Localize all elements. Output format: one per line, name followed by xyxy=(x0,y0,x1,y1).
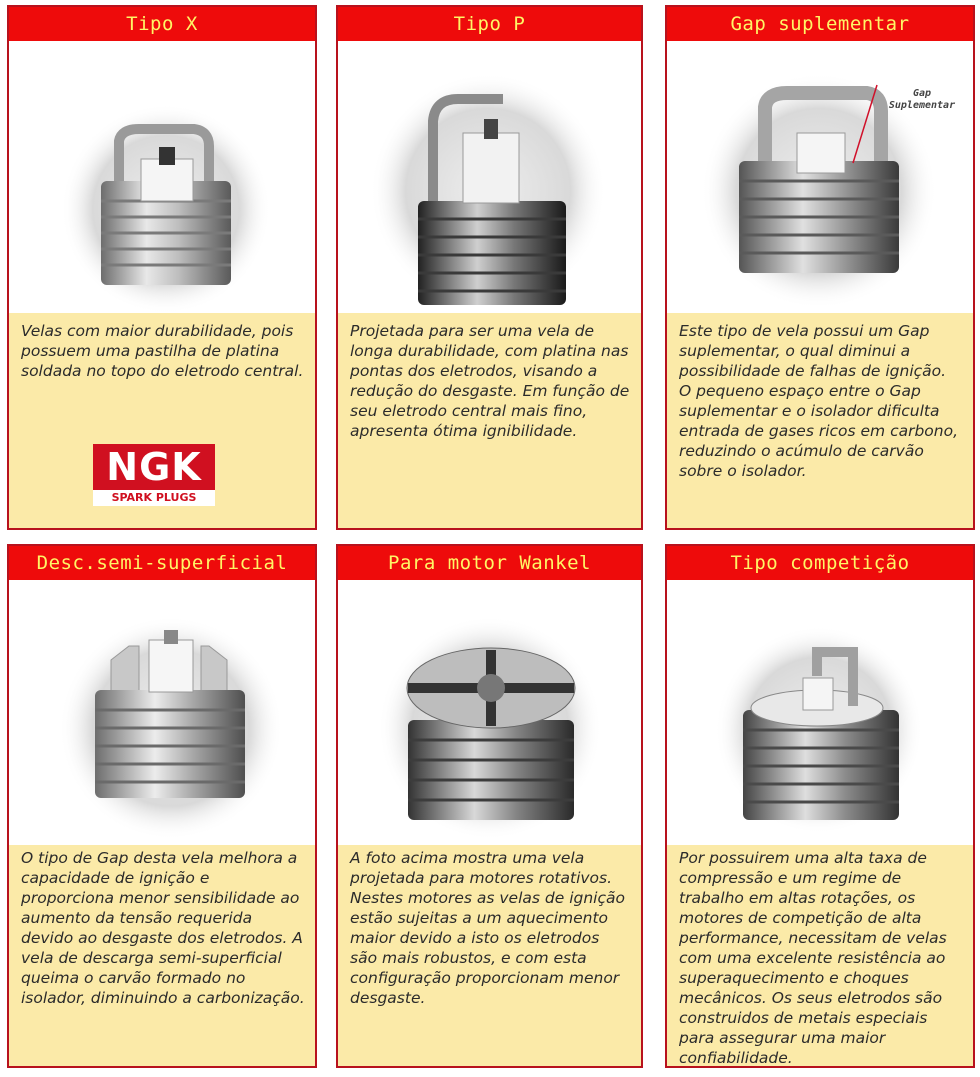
card-title: Para motor Wankel xyxy=(338,546,641,580)
ngk-logo xyxy=(93,444,215,506)
card-gap-suplementar xyxy=(665,5,975,530)
ngk-logo-tagline: SPARK PLUGS xyxy=(93,490,215,506)
card-description: Por possuirem uma alta taxa de compressão e um regime de trabalho em altas rotações, os motores de competição de alta performance, necessitam de velas com uma excelente resistência ao superaquecimento e choques mecânicos. Os seus eletrodos são construidos de metais especiais para assegurar uma maior confiabilidade. xyxy=(679,849,947,1067)
spark-plug-photo xyxy=(667,41,973,313)
spark-plug-semi-superficial-image xyxy=(9,580,315,845)
card-tipo-x xyxy=(7,5,317,530)
card-desc-semi-superficial xyxy=(7,544,317,1068)
spark-plug-photo xyxy=(9,41,315,313)
card-description: A foto acima mostra uma vela projetada para motores rotativos. Nestes motores as velas de ignição estão sujeitas a um aquecimento maior devido a isto os eletrodos são mais robustos, e com esta configuração proporcionam menor desgaste. xyxy=(350,849,625,1007)
spark-plug-tipo-p-image xyxy=(338,41,641,313)
callout-line-2: Suplementar xyxy=(888,100,956,111)
card-title: Tipo P xyxy=(338,7,641,41)
spark-plug-competicao-image xyxy=(667,580,973,845)
card-title: Tipo competição xyxy=(667,546,973,580)
card-title: Desc.semi-superficial xyxy=(9,546,315,580)
callout-line-1: Gap xyxy=(912,88,932,99)
spark-plug-photo xyxy=(338,580,641,845)
spark-plug-tipo-x-image xyxy=(9,41,315,313)
card-description: Projetada para ser uma vela de longa durabilidade, com platina nas pontas dos eletrodos, visando a redução do desgaste. Em função de seu eletrodo central mais fino, apresenta ótima ignibilidade. xyxy=(350,322,630,440)
card-tipo-competicao xyxy=(665,544,975,1068)
ngk-logo-brand: NGK xyxy=(93,444,215,490)
card-title: Gap suplementar xyxy=(667,7,973,41)
card-title: Tipo X xyxy=(9,7,315,41)
spark-plug-wankel-image xyxy=(338,580,641,845)
spark-plug-gap-suplementar-image xyxy=(667,41,973,313)
spark-plug-photo xyxy=(667,580,973,845)
card-description: Este tipo de vela possui um Gap suplementar, o qual diminui a possibilidade de falhas de ignição. O pequeno espaço entre o Gap suplementar e o isolador dificulta entrada de gases ricos em carbono, reduzindo o acúmulo de carvão sobre o isolador. xyxy=(679,322,959,480)
card-motor-wankel xyxy=(336,544,643,1068)
gap-suplementar-callout xyxy=(877,88,967,112)
spark-plug-photo xyxy=(338,41,641,313)
spark-plug-photo xyxy=(9,580,315,845)
card-description: O tipo de Gap desta vela melhora a capacidade de ignição e proporciona menor sensibilidade ao aumento da tensão requerida devido ao desgaste dos eletrodos. A vela de descarga semi-superficial queima o carvão formado no isolador, diminuindo a carbonização. xyxy=(21,849,305,1007)
card-description: Velas com maior durabilidade, pois possuem uma pastilha de platina soldada no topo do eletrodo central. xyxy=(21,322,304,380)
card-tipo-p xyxy=(336,5,643,530)
